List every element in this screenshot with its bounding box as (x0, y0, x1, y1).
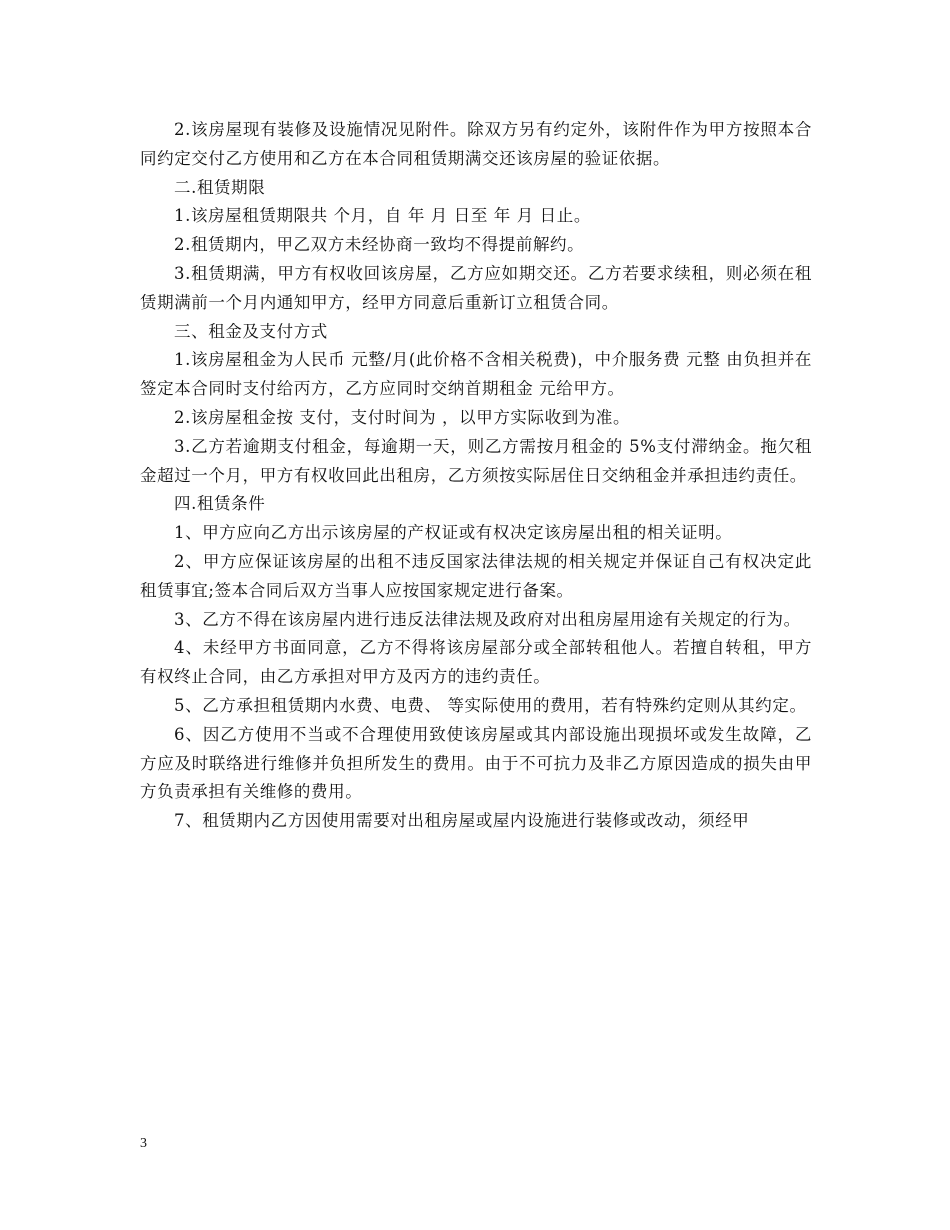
paragraph-lease-period: 1.该房屋租赁期限共 个月，自 年 月 日至 年 月 日止。 (174, 206, 591, 226)
document-body (140, 116, 812, 836)
paragraph-condition-3: 3、乙方不得在该房屋内进行违反法律法规及政府对出租房屋用途有关规定的行为。 (174, 609, 801, 629)
paragraph-payment-schedule: 2.该房屋租金按 支付，支付时间为 ，以甲方实际收到为准。 (174, 407, 631, 427)
section-heading-lease-term: 二.租赁期限 (174, 177, 266, 197)
paragraph-late-payment: 3.乙方若逾期支付租金，每逾期一天，则乙方需按月租金的 5%支付滞纳金。拖欠租金超过一个月，甲方有权收回此出租房，乙方须按实际居住日交纳租金并承担违约责任。 (140, 436, 812, 485)
paragraph-facilities-annex: 2.该房屋现有装修及设施情况见附件。除双方另有约定外，该附件作为甲方按照本合同约定交付乙方使用和乙方在本合同租赁期满交还该房屋的验证依据。 (140, 120, 812, 168)
paragraph-condition-5: 5、乙方承担租赁期内水费、电费、 等实际使用的费用，若有特殊约定则从其约定。 (174, 695, 807, 715)
section-heading-rent-payment: 三、租金及支付方式 (174, 321, 328, 341)
page-number: 3 (140, 1136, 147, 1151)
paragraph-condition-6: 6、因乙方使用不当或不合理使用致使该房屋或其内部设施出现损坏或发生故障，乙方应及时联络进行维修并负担所发生的费用。由于不可抗力及非乙方原因造成的损失由甲方负责承担有关维修的费用。 (140, 724, 812, 802)
paragraph-lease-renewal: 3.租赁期满，甲方有权收回该房屋，乙方应如期交还。乙方若要求续租，则必须在租赁期满前一个月内通知甲方，经甲方同意后重新订立租赁合同。 (140, 263, 812, 312)
paragraph-rent-amount: 1.该房屋租金为人民币 元整/月(此价格不含相关税费)，中介服务费 元整 由负担并在签定本合同时支付给丙方，乙方应同时交纳首期租金 元给甲方。 (140, 350, 812, 399)
paragraph-condition-2: 2、甲方应保证该房屋的出租不违反国家法律法规的相关规定并保证自己有权决定此租赁事宜;签本合同后双方当事人应按国家规定进行备案。 (140, 551, 812, 600)
paragraph-condition-7: 7、租赁期内乙方因使用需要对出租房屋或屋内设施进行装修或改动，须经甲 (174, 811, 750, 831)
section-heading-lease-conditions: 四.租赁条件 (174, 494, 266, 514)
paragraph-no-early-termination: 2.租赁期内，甲乙双方未经协商一致均不得提前解约。 (174, 235, 585, 255)
paragraph-condition-1: 1、甲方应向乙方出示该房屋的产权证或有权决定该房屋出租的相关证明。 (174, 523, 733, 543)
paragraph-condition-4: 4、未经甲方书面同意，乙方不得将该房屋部分或全部转租他人。若擅自转租，甲方有权终止合同，由乙方承担对甲方及丙方的违约责任。 (140, 638, 812, 687)
